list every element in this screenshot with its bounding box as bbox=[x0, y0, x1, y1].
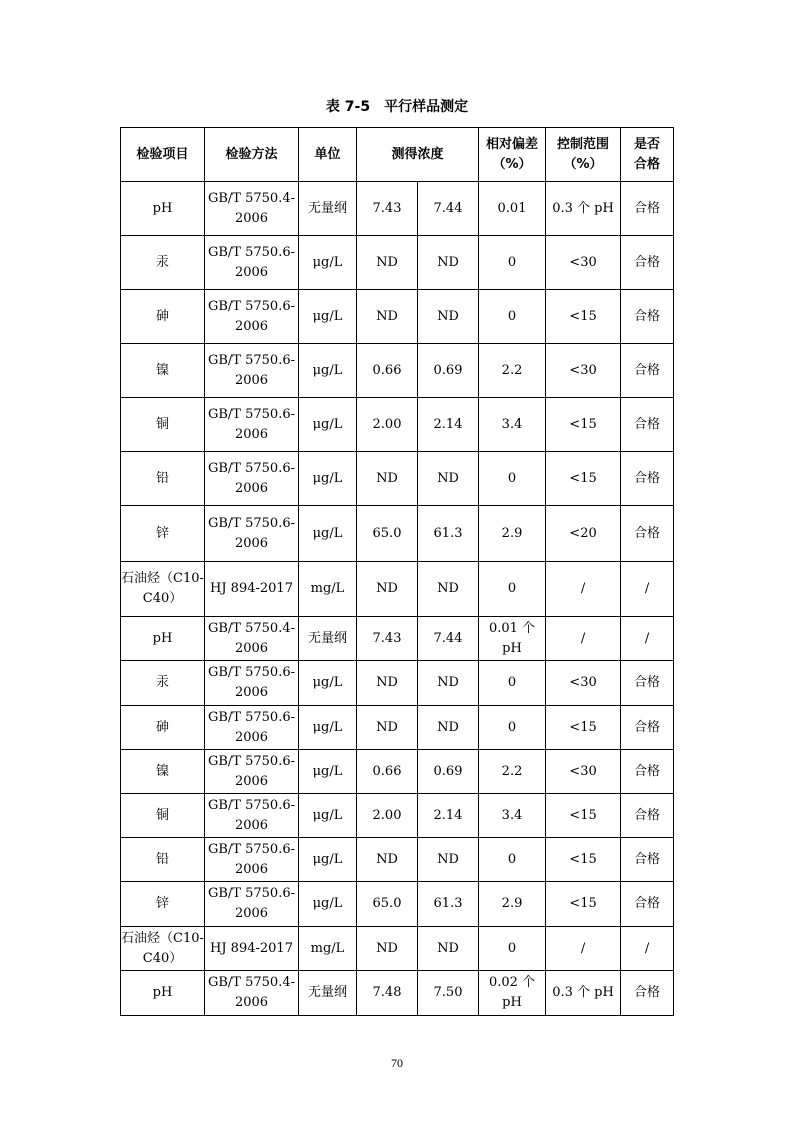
cell-unit: 无量纲 bbox=[299, 617, 357, 661]
cell-unit: μg/L bbox=[299, 882, 357, 927]
cell-control-range: <30 bbox=[546, 661, 621, 706]
table-row bbox=[121, 562, 674, 617]
cell-item: pH bbox=[121, 617, 205, 661]
table-row bbox=[121, 452, 674, 506]
cell-unit: μg/L bbox=[299, 344, 357, 398]
table-row bbox=[121, 617, 674, 661]
table-row bbox=[121, 750, 674, 794]
cell-pass: 合格 bbox=[621, 661, 674, 706]
cell-deviation: 0 bbox=[479, 290, 546, 344]
cell-deviation: 0 bbox=[479, 562, 546, 617]
table-row bbox=[121, 506, 674, 562]
header-deviation: 相对偏差 （%） bbox=[479, 128, 546, 182]
header-concentration: 测得浓度 bbox=[357, 128, 479, 182]
cell-control-range: <15 bbox=[546, 290, 621, 344]
cell-concentration-1: 7.43 bbox=[357, 617, 418, 661]
cell-deviation: 2.9 bbox=[479, 506, 546, 562]
cell-method: GB/T 5750.4- 2006 bbox=[205, 182, 299, 236]
cell-deviation: 0.01 个 pH bbox=[479, 617, 546, 661]
cell-concentration-1: ND bbox=[357, 838, 418, 882]
cell-pass: / bbox=[621, 562, 674, 617]
cell-concentration-1: ND bbox=[357, 290, 418, 344]
cell-unit: μg/L bbox=[299, 794, 357, 838]
cell-unit: μg/L bbox=[299, 290, 357, 344]
table-caption bbox=[0, 96, 794, 116]
table-title: 平行样品测定 bbox=[384, 99, 469, 115]
cell-concentration-1: 7.43 bbox=[357, 182, 418, 236]
cell-concentration-2: ND bbox=[418, 706, 479, 750]
cell-control-range: / bbox=[546, 617, 621, 661]
cell-method: GB/T 5750.6- 2006 bbox=[205, 838, 299, 882]
cell-concentration-1: ND bbox=[357, 452, 418, 506]
cell-concentration-1: 65.0 bbox=[357, 506, 418, 562]
table-number: 表 7-5 bbox=[325, 99, 371, 115]
cell-pass: 合格 bbox=[621, 706, 674, 750]
cell-concentration-2: ND bbox=[418, 290, 479, 344]
cell-unit: μg/L bbox=[299, 661, 357, 706]
cell-concentration-1: ND bbox=[357, 236, 418, 290]
cell-item: 石油烃（C10-C40） bbox=[121, 927, 205, 971]
table-row bbox=[121, 882, 674, 927]
cell-item: 铅 bbox=[121, 838, 205, 882]
cell-concentration-1: 65.0 bbox=[357, 882, 418, 927]
cell-unit: μg/L bbox=[299, 750, 357, 794]
cell-pass: / bbox=[621, 927, 674, 971]
table-body bbox=[121, 182, 674, 1016]
cell-unit: μg/L bbox=[299, 236, 357, 290]
cell-concentration-2: ND bbox=[418, 927, 479, 971]
cell-deviation: 0 bbox=[479, 706, 546, 750]
cell-pass: 合格 bbox=[621, 838, 674, 882]
cell-method: GB/T 5750.6- 2006 bbox=[205, 452, 299, 506]
cell-deviation: 3.4 bbox=[479, 794, 546, 838]
cell-method: GB/T 5750.6- 2006 bbox=[205, 506, 299, 562]
header-pass: 是否 合格 bbox=[621, 128, 674, 182]
cell-concentration-2: ND bbox=[418, 236, 479, 290]
cell-control-range: <20 bbox=[546, 506, 621, 562]
cell-concentration-2: 2.14 bbox=[418, 794, 479, 838]
cell-control-range: <15 bbox=[546, 706, 621, 750]
cell-item: 汞 bbox=[121, 236, 205, 290]
cell-deviation: 3.4 bbox=[479, 398, 546, 452]
cell-unit: μg/L bbox=[299, 506, 357, 562]
cell-unit: 无量纲 bbox=[299, 971, 357, 1016]
cell-control-range: / bbox=[546, 927, 621, 971]
cell-concentration-1: 0.66 bbox=[357, 750, 418, 794]
cell-method: GB/T 5750.4- 2006 bbox=[205, 617, 299, 661]
parallel-sample-table bbox=[120, 127, 674, 1016]
cell-concentration-2: ND bbox=[418, 838, 479, 882]
cell-item: 镍 bbox=[121, 344, 205, 398]
cell-unit: mg/L bbox=[299, 927, 357, 971]
cell-method: GB/T 5750.4- 2006 bbox=[205, 971, 299, 1016]
table-row bbox=[121, 290, 674, 344]
cell-pass: 合格 bbox=[621, 236, 674, 290]
table-row bbox=[121, 838, 674, 882]
cell-pass: 合格 bbox=[621, 182, 674, 236]
cell-item: 汞 bbox=[121, 661, 205, 706]
header-unit: 单位 bbox=[299, 128, 357, 182]
cell-deviation: 0 bbox=[479, 452, 546, 506]
cell-concentration-2: 7.44 bbox=[418, 182, 479, 236]
cell-concentration-1: 2.00 bbox=[357, 398, 418, 452]
cell-control-range: <30 bbox=[546, 344, 621, 398]
cell-pass: 合格 bbox=[621, 794, 674, 838]
cell-unit: μg/L bbox=[299, 838, 357, 882]
cell-pass: 合格 bbox=[621, 750, 674, 794]
cell-concentration-1: ND bbox=[357, 562, 418, 617]
cell-pass: / bbox=[621, 617, 674, 661]
cell-pass: 合格 bbox=[621, 290, 674, 344]
cell-control-range: <15 bbox=[546, 838, 621, 882]
cell-item: 铅 bbox=[121, 452, 205, 506]
cell-item: pH bbox=[121, 971, 205, 1016]
cell-method: GB/T 5750.6- 2006 bbox=[205, 398, 299, 452]
header-row bbox=[121, 128, 674, 182]
cell-unit: μg/L bbox=[299, 706, 357, 750]
cell-deviation: 0 bbox=[479, 661, 546, 706]
cell-control-range: 0.3 个 pH bbox=[546, 182, 621, 236]
table-row bbox=[121, 344, 674, 398]
table-row bbox=[121, 794, 674, 838]
cell-deviation: 0 bbox=[479, 838, 546, 882]
cell-concentration-2: ND bbox=[418, 452, 479, 506]
cell-concentration-2: ND bbox=[418, 562, 479, 617]
cell-method: GB/T 5750.6- 2006 bbox=[205, 290, 299, 344]
cell-deviation: 0.01 bbox=[479, 182, 546, 236]
cell-pass: 合格 bbox=[621, 344, 674, 398]
cell-deviation: 0.02 个 pH bbox=[479, 971, 546, 1016]
cell-item: pH bbox=[121, 182, 205, 236]
cell-method: GB/T 5750.6- 2006 bbox=[205, 344, 299, 398]
cell-concentration-1: 7.48 bbox=[357, 971, 418, 1016]
cell-control-range: / bbox=[546, 562, 621, 617]
header-item: 检验项目 bbox=[121, 128, 205, 182]
cell-concentration-1: ND bbox=[357, 706, 418, 750]
cell-item: 镍 bbox=[121, 750, 205, 794]
cell-control-range: <30 bbox=[546, 236, 621, 290]
cell-unit: μg/L bbox=[299, 452, 357, 506]
cell-deviation: 0 bbox=[479, 927, 546, 971]
cell-concentration-2: 2.14 bbox=[418, 398, 479, 452]
cell-method: GB/T 5750.6- 2006 bbox=[205, 794, 299, 838]
cell-item: 铜 bbox=[121, 398, 205, 452]
cell-unit: μg/L bbox=[299, 398, 357, 452]
cell-item: 石油烃（C10-C40） bbox=[121, 562, 205, 617]
cell-item: 锌 bbox=[121, 506, 205, 562]
cell-item: 铜 bbox=[121, 794, 205, 838]
cell-method: HJ 894-2017 bbox=[205, 927, 299, 971]
cell-unit: mg/L bbox=[299, 562, 357, 617]
cell-concentration-1: ND bbox=[357, 661, 418, 706]
cell-concentration-2: ND bbox=[418, 661, 479, 706]
cell-concentration-2: 0.69 bbox=[418, 344, 479, 398]
cell-concentration-2: 61.3 bbox=[418, 882, 479, 927]
cell-concentration-2: 7.44 bbox=[418, 617, 479, 661]
cell-method: GB/T 5750.6- 2006 bbox=[205, 750, 299, 794]
table-row bbox=[121, 661, 674, 706]
cell-method: GB/T 5750.6- 2006 bbox=[205, 236, 299, 290]
table-row bbox=[121, 971, 674, 1016]
cell-control-range: <30 bbox=[546, 750, 621, 794]
cell-control-range: <15 bbox=[546, 452, 621, 506]
page-number: 70 bbox=[391, 1056, 403, 1070]
cell-item: 砷 bbox=[121, 290, 205, 344]
cell-item: 砷 bbox=[121, 706, 205, 750]
cell-concentration-1: 2.00 bbox=[357, 794, 418, 838]
cell-method: HJ 894-2017 bbox=[205, 562, 299, 617]
table-row bbox=[121, 182, 674, 236]
cell-control-range: <15 bbox=[546, 794, 621, 838]
cell-concentration-1: 0.66 bbox=[357, 344, 418, 398]
cell-unit: 无量纲 bbox=[299, 182, 357, 236]
cell-pass: 合格 bbox=[621, 882, 674, 927]
cell-control-range: 0.3 个 pH bbox=[546, 971, 621, 1016]
table-row bbox=[121, 398, 674, 452]
cell-deviation: 2.2 bbox=[479, 750, 546, 794]
cell-concentration-2: 7.50 bbox=[418, 971, 479, 1016]
cell-concentration-1: ND bbox=[357, 927, 418, 971]
header-control-range: 控制范围 （%） bbox=[546, 128, 621, 182]
cell-deviation: 2.2 bbox=[479, 344, 546, 398]
cell-method: GB/T 5750.6- 2006 bbox=[205, 706, 299, 750]
cell-method: GB/T 5750.6- 2006 bbox=[205, 661, 299, 706]
cell-item: 锌 bbox=[121, 882, 205, 927]
cell-control-range: <15 bbox=[546, 398, 621, 452]
cell-deviation: 2.9 bbox=[479, 882, 546, 927]
cell-control-range: <15 bbox=[546, 882, 621, 927]
cell-pass: 合格 bbox=[621, 398, 674, 452]
cell-concentration-2: 0.69 bbox=[418, 750, 479, 794]
cell-method: GB/T 5750.6- 2006 bbox=[205, 882, 299, 927]
header-method: 检验方法 bbox=[205, 128, 299, 182]
table-row bbox=[121, 706, 674, 750]
cell-pass: 合格 bbox=[621, 452, 674, 506]
cell-pass: 合格 bbox=[621, 506, 674, 562]
table-row bbox=[121, 236, 674, 290]
cell-pass: 合格 bbox=[621, 971, 674, 1016]
cell-concentration-2: 61.3 bbox=[418, 506, 479, 562]
cell-deviation: 0 bbox=[479, 236, 546, 290]
table-row bbox=[121, 927, 674, 971]
